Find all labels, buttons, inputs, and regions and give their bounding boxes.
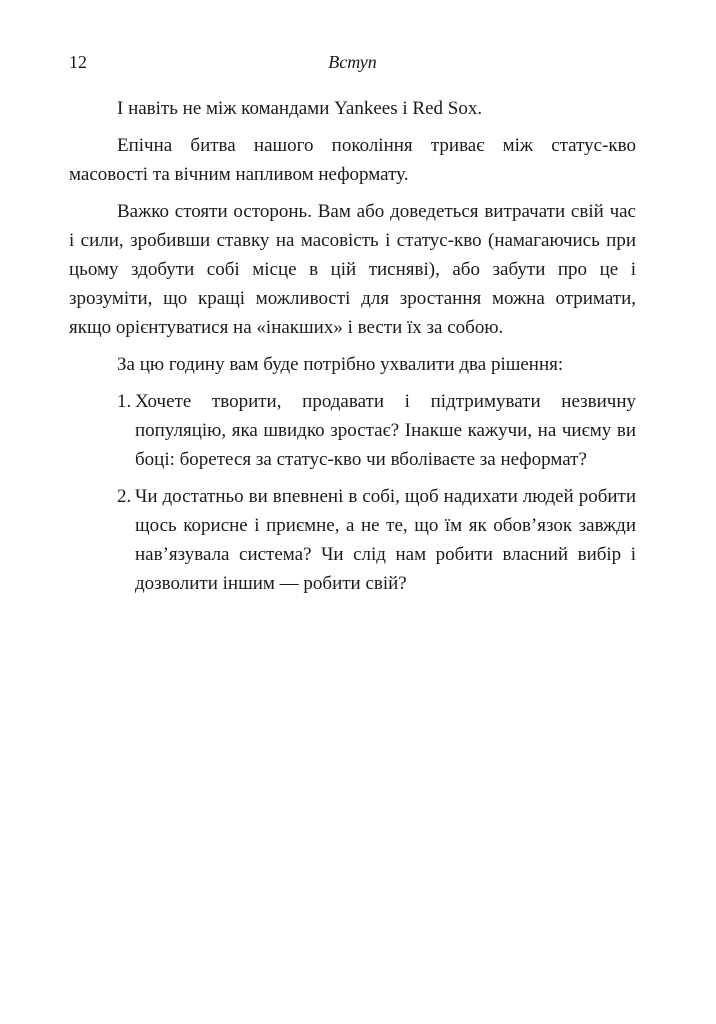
list-item — [69, 387, 636, 474]
running-head — [69, 52, 636, 76]
page-number: 12 — [69, 52, 87, 72]
list-item-text: Чи достатньо ви впевнені в собі, щоб надихати людей робити щось корисне і приємне, а не те, що їм як обов’язок завжди нав’язувала система? Чи слід нам робити власний вибір і дозволити іншим — робити свій? — [135, 486, 636, 594]
paragraph: За цю годину вам буде потрібно ухвалити два рішення: — [117, 354, 564, 375]
paragraph: Важко стояти осторонь. Вам або доведеться витрачати свій час і сили, зробивши ставку на масовість і статус-кво (намагаючись при цьому здобути собі місце в цій тисняві), або забути про це і зрозуміти, що кращі можливості для зростання можна отримати, якщо орієнтуватися на «інакших» і вести їх за собою. — [69, 201, 636, 338]
list-item — [69, 482, 636, 598]
list-item-text: Хочете творити, продавати і підтримувати незвичну популяцію, яка швидко зростає? Інакше кажучи, на чиєму ви боці: боретеся за статус-кво чи вболіваєте за неформат? — [135, 391, 636, 470]
body-text — [69, 94, 636, 606]
list-item-number: 2. — [117, 486, 132, 507]
numbered-list — [69, 387, 636, 598]
paragraph: Епічна битва нашого покоління триває між статус-кво масовості та вічним напливом неформату. — [69, 135, 636, 185]
chapter-title: Вступ — [328, 52, 377, 72]
paragraph: І навіть не між командами Yankees і Red Sox. — [117, 98, 483, 119]
list-item-number: 1. — [117, 391, 132, 412]
